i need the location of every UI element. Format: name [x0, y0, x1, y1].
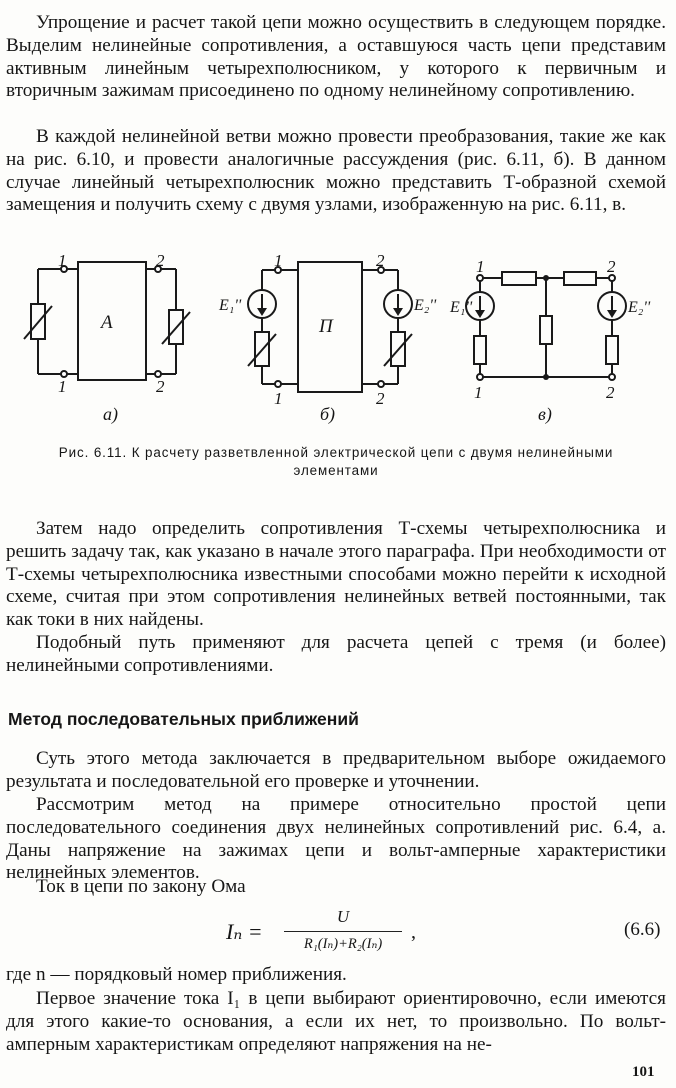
node-1-b: 1 [274, 251, 283, 270]
formula-denominator: R₁(Iₙ)+R₂(Iₙ) [303, 936, 383, 952]
paragraph-first-value-text: Первое значение тока I₁ в цепи выбирают ориентировочно, если имеются для этого какие-то основания, а если их нет, то произвольно. По вольт-амперным характеристикам определяют напряжения на не- [6, 988, 666, 1055]
figure-caption: Рис. 6.11. К расчету разветвленной электрической цепи с двумя нелинейными элементами [58, 445, 614, 478]
resistor-r1-c [502, 272, 536, 285]
paragraph-three-nonlinear-text: Подобный путь применяют для расчета цепей с тремя (и более) нелинейными сопротивлениями. [6, 632, 666, 676]
paragraph-transform [6, 126, 666, 217]
paragraph-ohm-law [6, 876, 666, 899]
figure-6-11 [0, 240, 676, 440]
node-2-a: 2 [156, 251, 165, 270]
node-2-bottom-a: 2 [156, 377, 165, 396]
fraction-bar [284, 931, 402, 932]
emf-2-label-b: E₂'' [414, 297, 437, 314]
paragraph-where-text: где n — порядковый номер приближения. [6, 964, 347, 985]
node-2-bottom-c: 2 [606, 383, 615, 402]
emf-1-label-c: E₁'' [450, 299, 473, 316]
subfigure-a-label: а) [103, 404, 118, 424]
subfigure-b-label: б) [320, 404, 336, 424]
node-1-bottom-b: 1 [274, 389, 283, 408]
paragraph-method-example-text: Рассмотрим метод на примере относительно простой цепи последовательного соединения двух нелинейных сопротивлений рис. 6.4, а. Даны напряжение на зажимах цепи и вольт-амперные характеристики нелинейных элементов. [6, 794, 666, 884]
box-a-label: A [101, 312, 113, 333]
resistor-r5-c [606, 336, 618, 364]
paragraph-method-essence-text: Суть этого метода заключается в предварительном выборе ожидаемого результата и последовательной его проверке и уточнении. [6, 748, 666, 792]
schematic-c [466, 272, 626, 377]
node-1-a: 1 [58, 251, 67, 270]
equation-number: (6.6) [624, 919, 661, 940]
paragraph-method-essence [6, 748, 666, 794]
paragraph-first-value [6, 988, 666, 1056]
formula-comma: , [411, 921, 416, 943]
emf-2-label-c: E₂'' [628, 299, 651, 316]
resistor-r3-c [540, 316, 552, 344]
formula-6-6 [0, 905, 676, 961]
paragraph-t-scheme-text: Затем надо определить сопротивления Т-схемы четырехполюсника и решить задачу так, как указано в начале этого параграфа. При необходимости от Т-схемы четырехполюсника известными способами можно перейти к исходной схеме, считая при этом сопротивления нелинейных ветвей постоянными, так как токи в них найдены. [6, 518, 666, 631]
node-2-b: 2 [376, 251, 385, 270]
resistor-r2-c [564, 272, 596, 285]
emf-1-label-b: E₁'' [219, 297, 242, 314]
subfigure-c-label: в) [538, 404, 552, 424]
page-number: 101 [632, 1064, 655, 1080]
paragraph-three-nonlinear [6, 632, 666, 678]
paragraph-method-example [6, 794, 666, 885]
section-heading: Метод последовательных приближений [8, 709, 359, 729]
paragraph-t-scheme [6, 518, 666, 632]
paragraph-where [6, 964, 666, 987]
node-1-bottom-c: 1 [474, 383, 483, 402]
node-1-c: 1 [476, 257, 485, 276]
paragraph-intro [6, 12, 666, 103]
box-b-label: П [319, 316, 333, 337]
node-2-c: 2 [607, 257, 616, 276]
node-1-bottom-a: 1 [58, 377, 67, 396]
resistor-r4-c [474, 336, 486, 364]
node-2-bottom-b: 2 [376, 389, 385, 408]
formula-lhs: Iₙ = [226, 919, 263, 944]
paragraph-intro-text: Упрощение и расчет такой цепи можно осуществить в следующем порядке. Выделим нелинейные сопротивления, а оставшуюся часть цепи представим активным линейным четырехполюсником, у которого к первичным и вторичным зажимам присоединено по одному нелинейному сопротивлению. [6, 12, 666, 102]
paragraph-ohm-law-text: Ток в цепи по закону Ома [36, 876, 246, 897]
formula-numerator: U [336, 907, 350, 926]
paragraph-transform-text: В каждой нелинейной ветви можно провести преобразования, такие же как на рис. 6.10, и провести аналогичные рассуждения (рис. 6.11, б). В данном случае линейный четырехполюсник можно представить Т-образной схемой замещения и получить схему с двумя узлами, изображенную на рис. 6.11, в. [6, 126, 666, 216]
